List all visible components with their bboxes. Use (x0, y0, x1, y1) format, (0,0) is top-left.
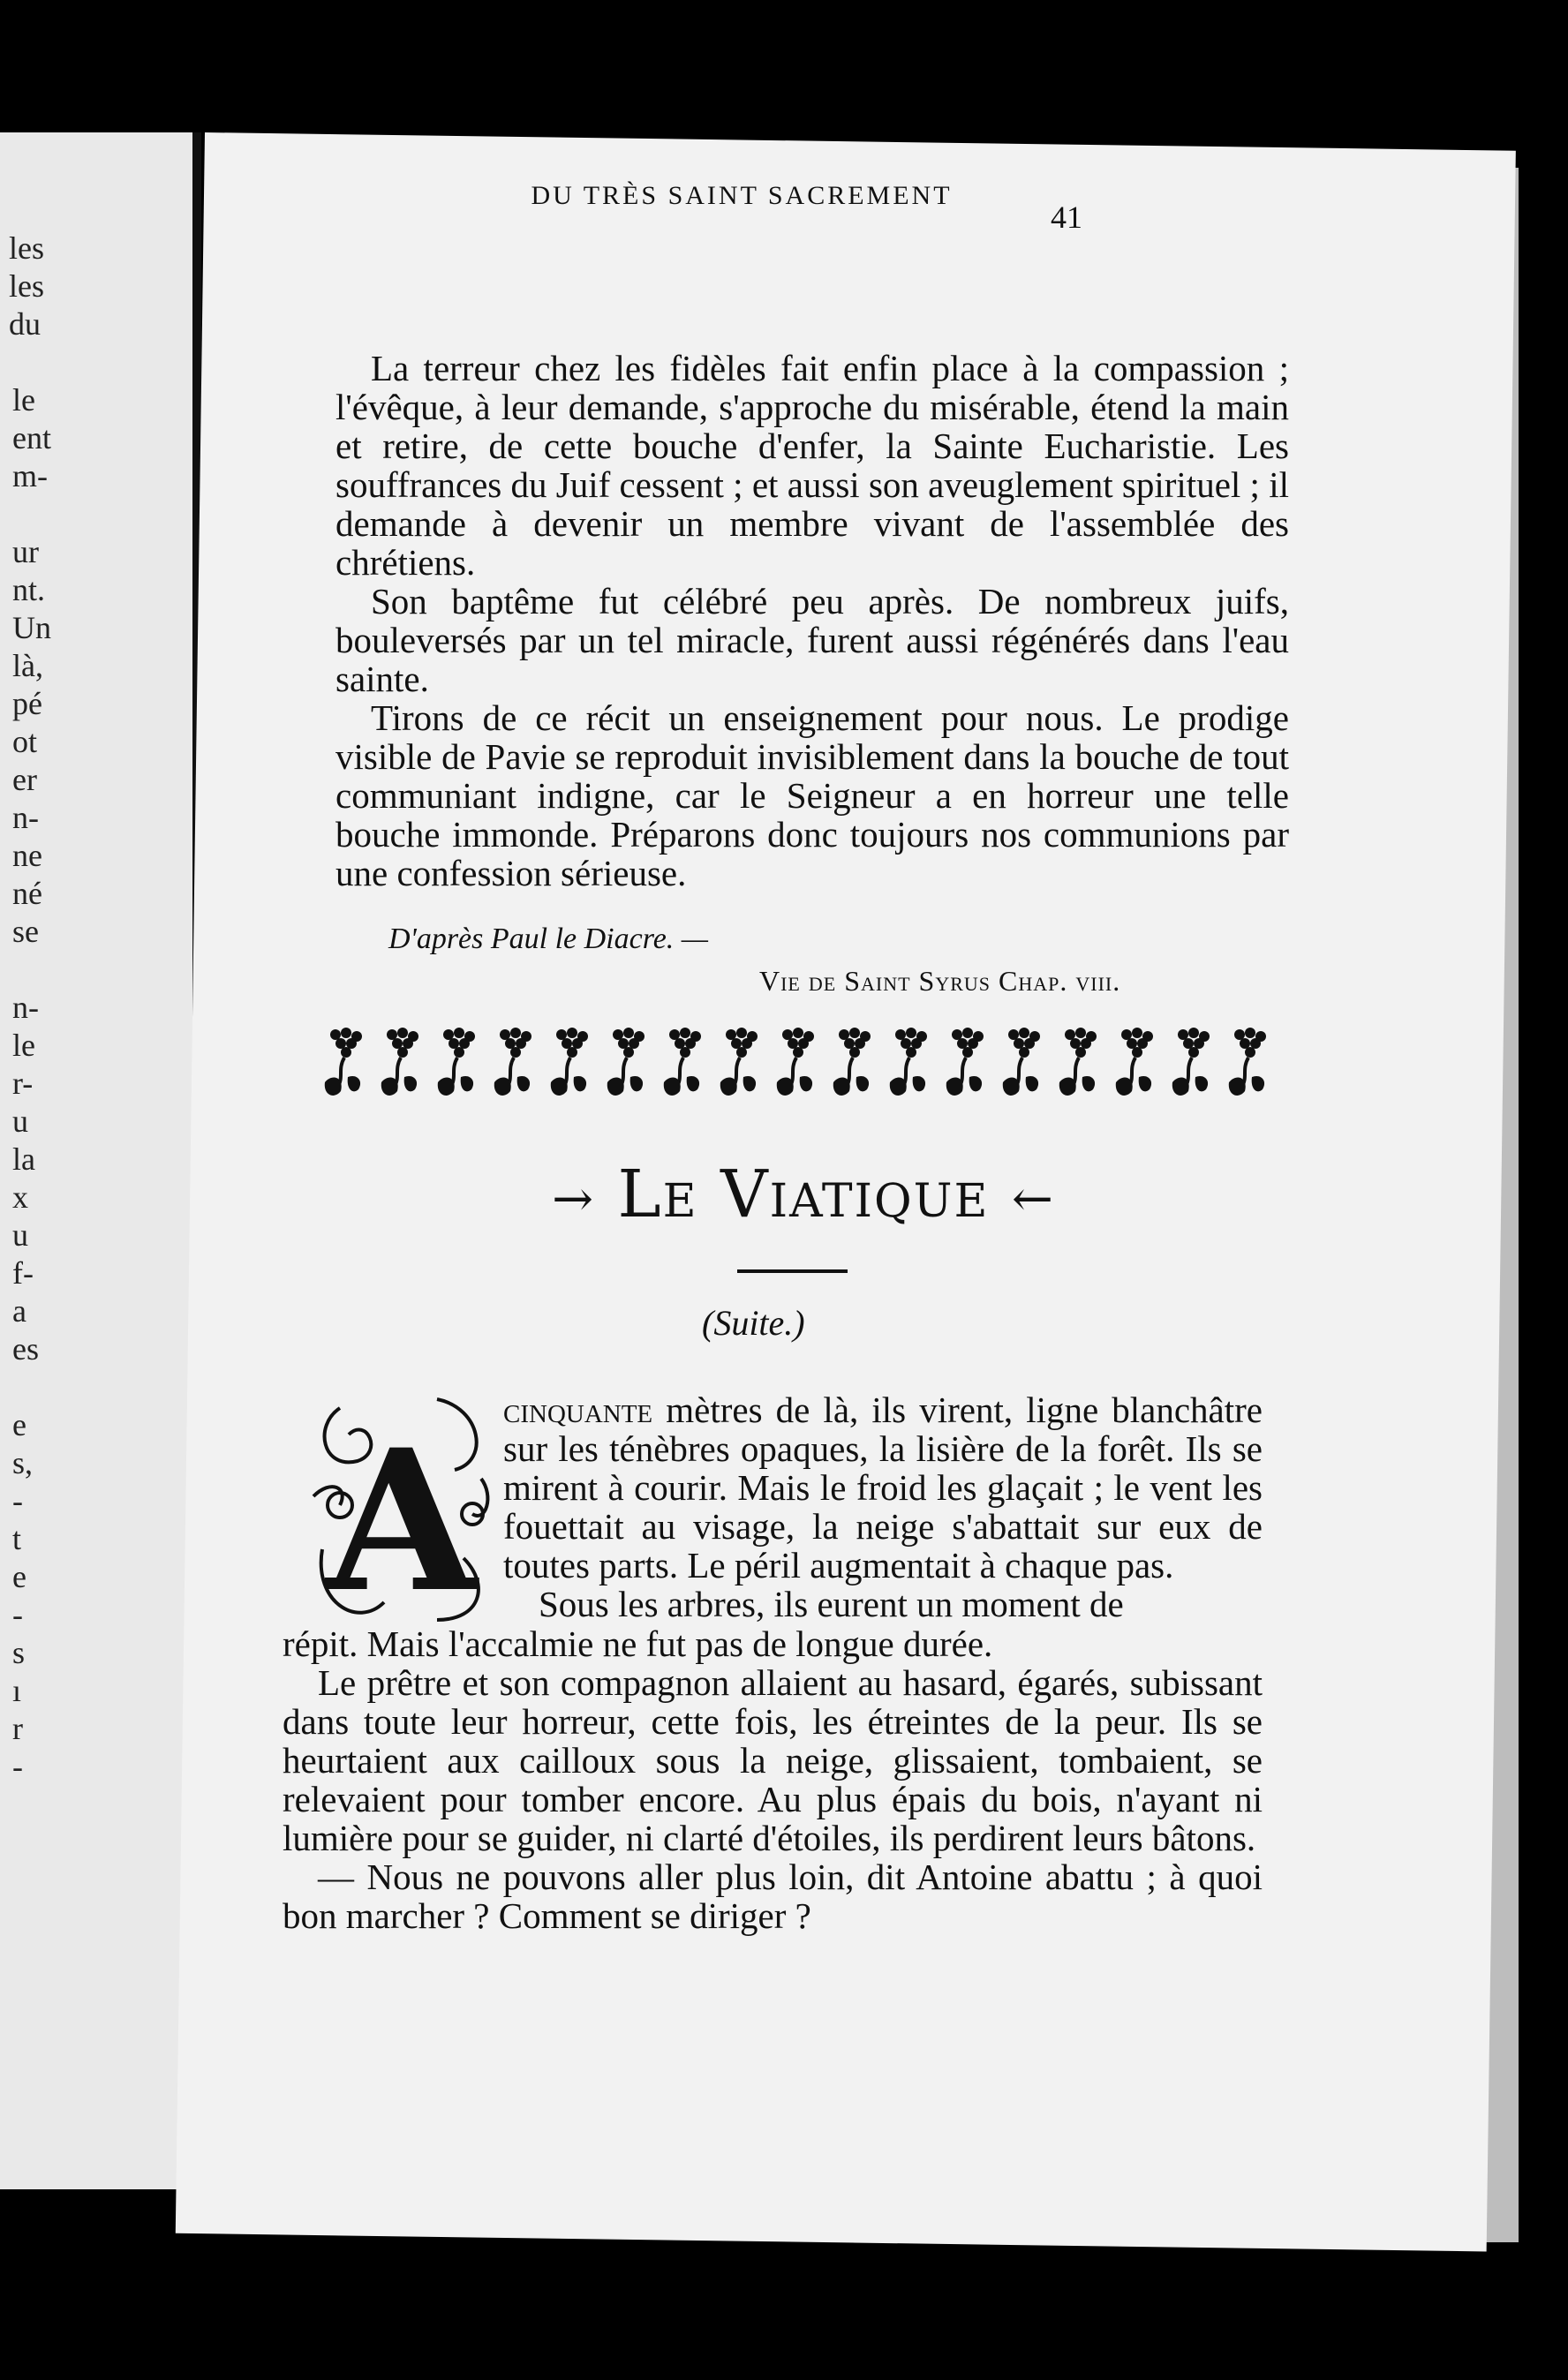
section-2-text (283, 1624, 1263, 1935)
facing-page-fragment: e (12, 1407, 26, 1442)
ornamental-border (318, 1024, 1271, 1109)
facing-page-fragment: e (12, 1559, 26, 1594)
facing-page-fragment: ı (12, 1673, 22, 1708)
attribution-author: D'après Paul le Diacre. — (388, 923, 709, 955)
facing-page-fragment: - (12, 1483, 23, 1518)
facing-page-fragment: r- (12, 1066, 34, 1101)
running-header: DU TRÈS SAINT SACREMENT (531, 181, 953, 210)
grape-vine-ornament-icon (883, 1024, 932, 1109)
facing-page-fragment: là, (12, 648, 43, 683)
grape-vine-ornament-icon (713, 1024, 763, 1109)
facing-page-fragment: nt. (12, 572, 46, 607)
arrow-right-icon: → (552, 1171, 595, 1229)
facing-page-fragment: Un (12, 610, 51, 645)
facing-page-fragment: x (12, 1179, 28, 1215)
page-number: 41 (1051, 200, 1082, 235)
facing-page-fragment: r (12, 1711, 23, 1746)
facing-page-fragment: f- (12, 1255, 34, 1291)
facing-page-fragment: - (12, 1749, 23, 1784)
chapter-title (477, 1156, 1130, 1232)
facing-page-fragment: a (12, 1293, 26, 1329)
paragraph: La terreur chez les fidèles fait enfin place à la compassion ; l'évêque, à leur demande, s'approche du misérable, étend la main et retire, de cette bouche d'enfer, la Sainte Eucharistie. Les souffrances du Juif cessent ; et aussi son aveuglement spirituel ; il demande à devenir un membre vivant de l'assemblée des chrétiens. (335, 348, 1289, 583)
paragraph: Le prêtre et son compagnon allaient au hasard, égarés, subissant dans toute leur horreur, cette fois, les étreintes de la peur. Ils se heurtaient aux cailloux sous la neige, glissaient, tombaient, se relevaient pour tomber encore. Au plus épais du bois, n'ayant ni lumière pour se guider, ni clarté d'étoiles, ils perdirent leurs bâtons. (283, 1662, 1263, 1858)
attribution-source: Vie de Saint Syrus Chap. viii. (759, 965, 1121, 997)
facing-page-fragment: se (12, 914, 39, 949)
facing-page-fragment: er (12, 762, 37, 797)
grape-vine-ornament-icon (544, 1024, 593, 1109)
facing-page-fragment: pé (12, 686, 42, 721)
facing-page-fragment: ur (12, 534, 39, 569)
facing-page-fragment: n- (12, 990, 39, 1025)
grape-vine-ornament-icon (318, 1024, 367, 1109)
facing-page-fragment: né (12, 876, 42, 911)
grape-vine-ornament-icon (431, 1024, 480, 1109)
facing-page-fragment: ent (12, 420, 51, 456)
grape-vine-ornament-icon (600, 1024, 650, 1109)
facing-page-fragment: s, (12, 1445, 34, 1480)
facing-page-fragment: m- (12, 458, 48, 493)
section-2-opening (503, 1390, 1263, 1623)
paragraph: — Nous ne pouvons aller plus loin, dit Antoine abattu ; à quoi bon marcher ? Comment se diriger ? (283, 1857, 1263, 1936)
grape-vine-ornament-icon (1222, 1024, 1271, 1109)
facing-page-fragment: u (12, 1103, 28, 1139)
grape-vine-ornament-icon (1165, 1024, 1215, 1109)
facing-page-fragment: le (12, 1028, 35, 1063)
grape-vine-ornament-icon (657, 1024, 706, 1109)
grape-vine-ornament-icon (996, 1024, 1045, 1109)
facing-page-fragment: les (9, 230, 44, 266)
grape-vine-ornament-icon (1109, 1024, 1158, 1109)
grape-vine-ornament-icon (1052, 1024, 1102, 1109)
grape-vine-ornament-icon (826, 1024, 876, 1109)
grape-vine-ornament-icon (770, 1024, 819, 1109)
paragraph-start: Sous les arbres, ils eurent un moment de (539, 1584, 1124, 1624)
ornate-initial-icon (305, 1373, 499, 1638)
opening-text: mètres de là, ils virent, ligne blanchâtre sur les ténèbres opaques, la lisière de la forêt. Ils se mirent à courir. Mais le froid les glaçait ; le vent les fouettait au visage, la neige s'abattait sur eux de toutes parts. Le péril augmentait à chaque pas. (503, 1390, 1263, 1585)
facing-page-fragment: n- (12, 800, 39, 835)
grape-vine-ornament-icon (374, 1024, 424, 1109)
facing-page-fragment: ne (12, 838, 42, 873)
grape-vine-ornament-icon (487, 1024, 537, 1109)
title-rule (737, 1269, 848, 1273)
facing-page-fragment: es (12, 1331, 39, 1367)
facing-page-fragment: t (12, 1521, 22, 1556)
facing-page-fragment: le (12, 382, 35, 418)
facing-page-fragment: les (9, 268, 44, 304)
paragraph: Son baptême fut célébré peu après. De nombreux juifs, bouleversés par un tel miracle, furent aussi régénérés dans l'eau sainte. (335, 581, 1289, 699)
grape-vine-ornament-icon (939, 1024, 989, 1109)
opening-smallcaps: cinquante (503, 1390, 653, 1430)
facing-page-fragment: u (12, 1217, 28, 1253)
facing-page-fragment: la (12, 1141, 35, 1177)
facing-page-fragment: s (12, 1635, 26, 1670)
dropcap-letter: A (326, 1406, 478, 1635)
chapter-title-text: Le Viatique (617, 1156, 990, 1232)
facing-page (0, 132, 201, 2189)
chapter-subtitle: (Suite.) (702, 1303, 805, 1343)
paragraph: Tirons de ce récit un enseignement pour nous. Le prodige visible de Pavie se reproduit invisiblement dans la bouche de tout communiant indigne, car le Seigneur a en horreur une telle bouche immonde. Préparons donc toujours nos communions par une confession sérieuse. (335, 697, 1289, 893)
section-1-text (335, 349, 1289, 892)
facing-page-fragment: ot (12, 724, 38, 759)
facing-page-fragment: - (12, 1597, 23, 1632)
arrow-left-icon: ← (1012, 1171, 1055, 1229)
paragraph-end: répit. Mais l'accalmie ne fut pas de longue durée. (283, 1623, 993, 1664)
facing-page-fragment: du (9, 306, 41, 342)
